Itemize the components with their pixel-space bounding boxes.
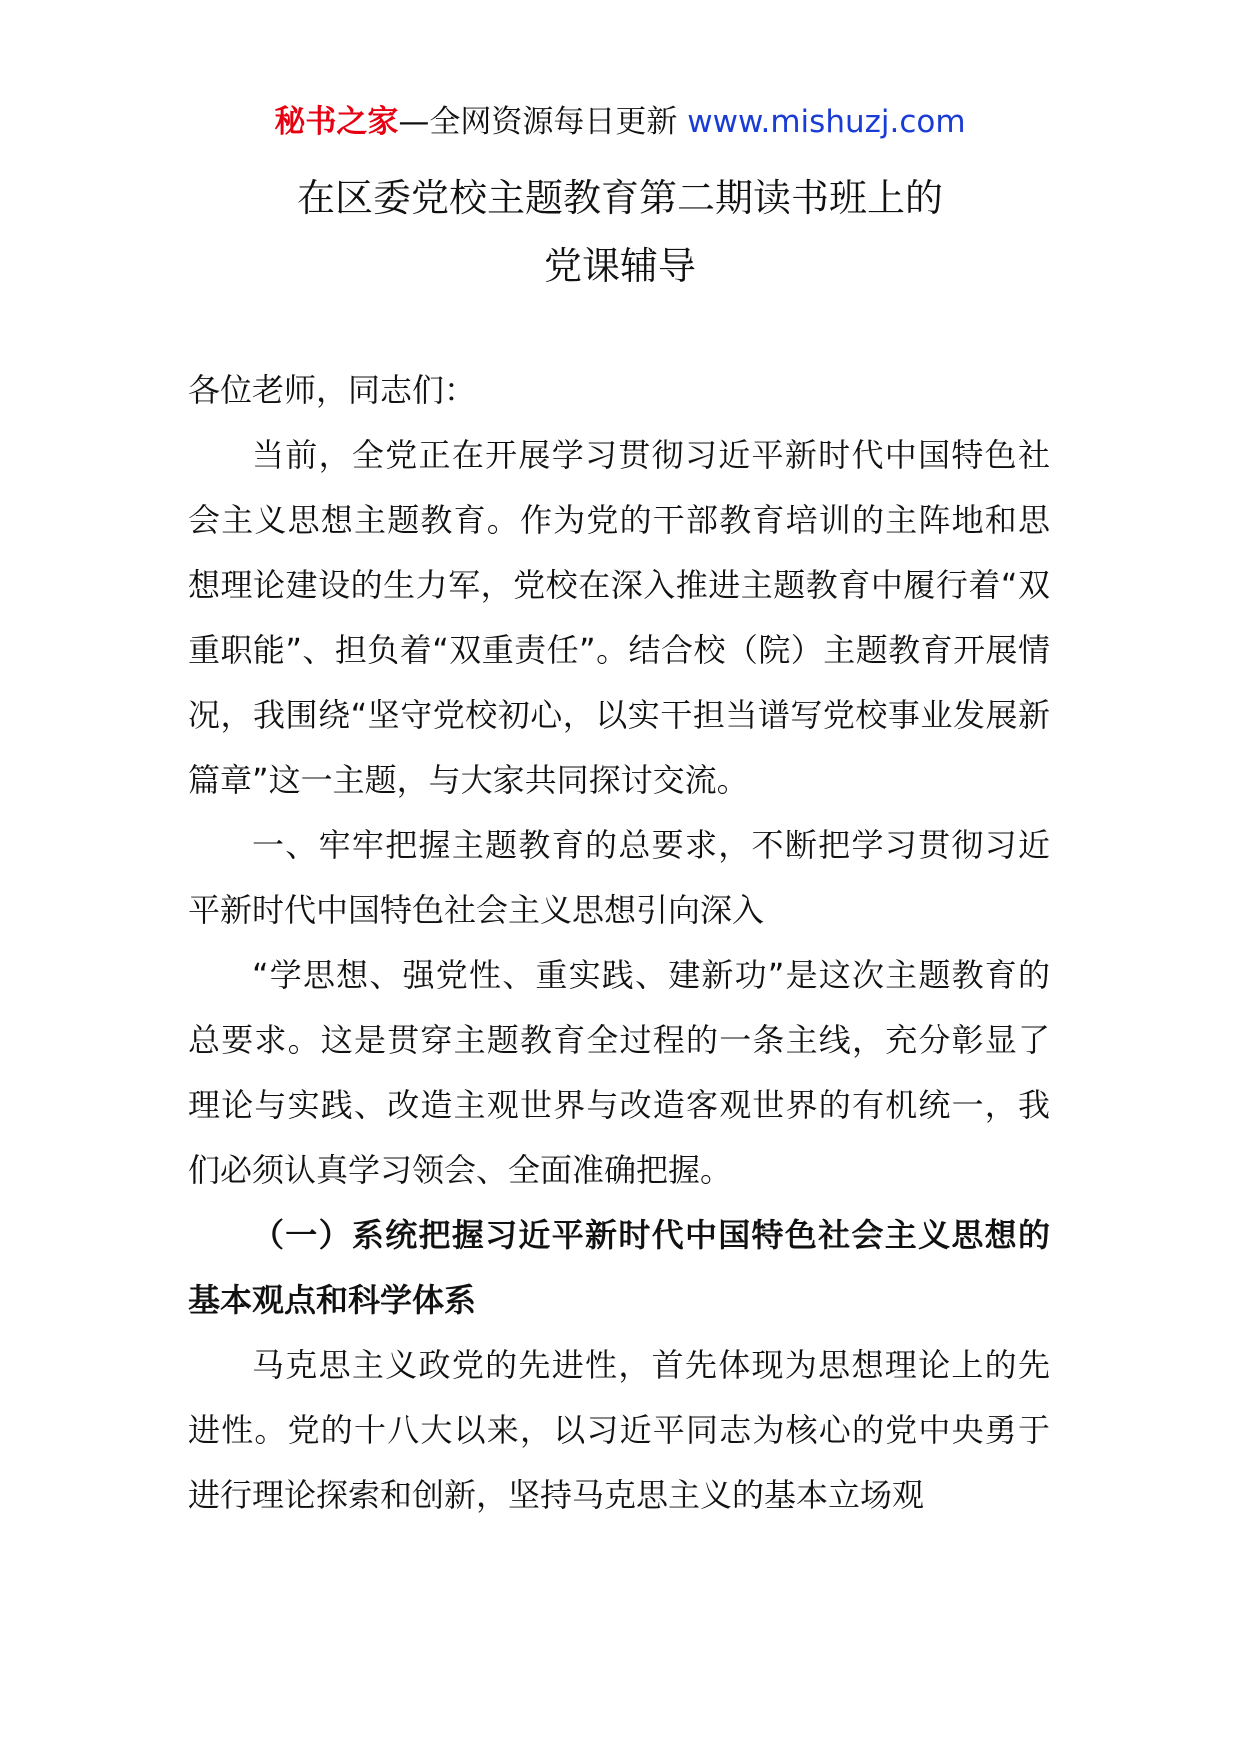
site-brand: 秘书之家 — [274, 104, 399, 140]
document-body — [188, 358, 1050, 1528]
site-tagline: —全网资源每日更新 — [398, 104, 678, 140]
document-title-line-1: 在区委党校主题教育第二期读书班上的 — [296, 176, 943, 220]
paragraph-intro: 当前，全党正在开展学习贯彻习近平新时代中国特色社会主义思想主题教育。作为党的干部教育培训的主阵地和思想理论建设的生力军，党校在深入推进主题教育中履行着“双重职能”、担负着“双重责任”。结合校（院）主题教育开展情况，我围绕“坚守党校初心，以实干担当谱写党校事业发展新篇章”这一主题，与大家共同探讨交流。 — [188, 436, 1050, 799]
document-title — [0, 164, 1240, 300]
site-url-link[interactable]: www.mishuzj.com — [687, 104, 966, 140]
document-title-line-2: 党课辅导 — [543, 244, 696, 288]
subsection-heading-1: （一）系统把握习近平新时代中国特色社会主义思想的基本观点和科学体系 — [188, 1216, 1050, 1319]
site-header — [0, 100, 1240, 144]
section-heading-1: 一、牢牢把握主题教育的总要求，不断把学习贯彻习近平新时代中国特色社会主义思想引向深入 — [188, 826, 1050, 929]
paragraph-theory: 马克思主义政党的先进性，首先体现为思想理论上的先进性。党的十八大以来，以习近平同志为核心的党中央勇于进行理论探索和创新，坚持马克思主义的基本立场观 — [188, 1346, 1050, 1514]
paragraph-requirements: “学思想、强党性、重实践、建新功”是这次主题教育的总要求。这是贯穿主题教育全过程的一条主线，充分彰显了理论与实践、改造主观世界与改造客观世界的有机统一，我们必须认真学习领会、全面准确把握。 — [188, 956, 1050, 1189]
salutation: 各位老师，同志们： — [188, 371, 477, 409]
